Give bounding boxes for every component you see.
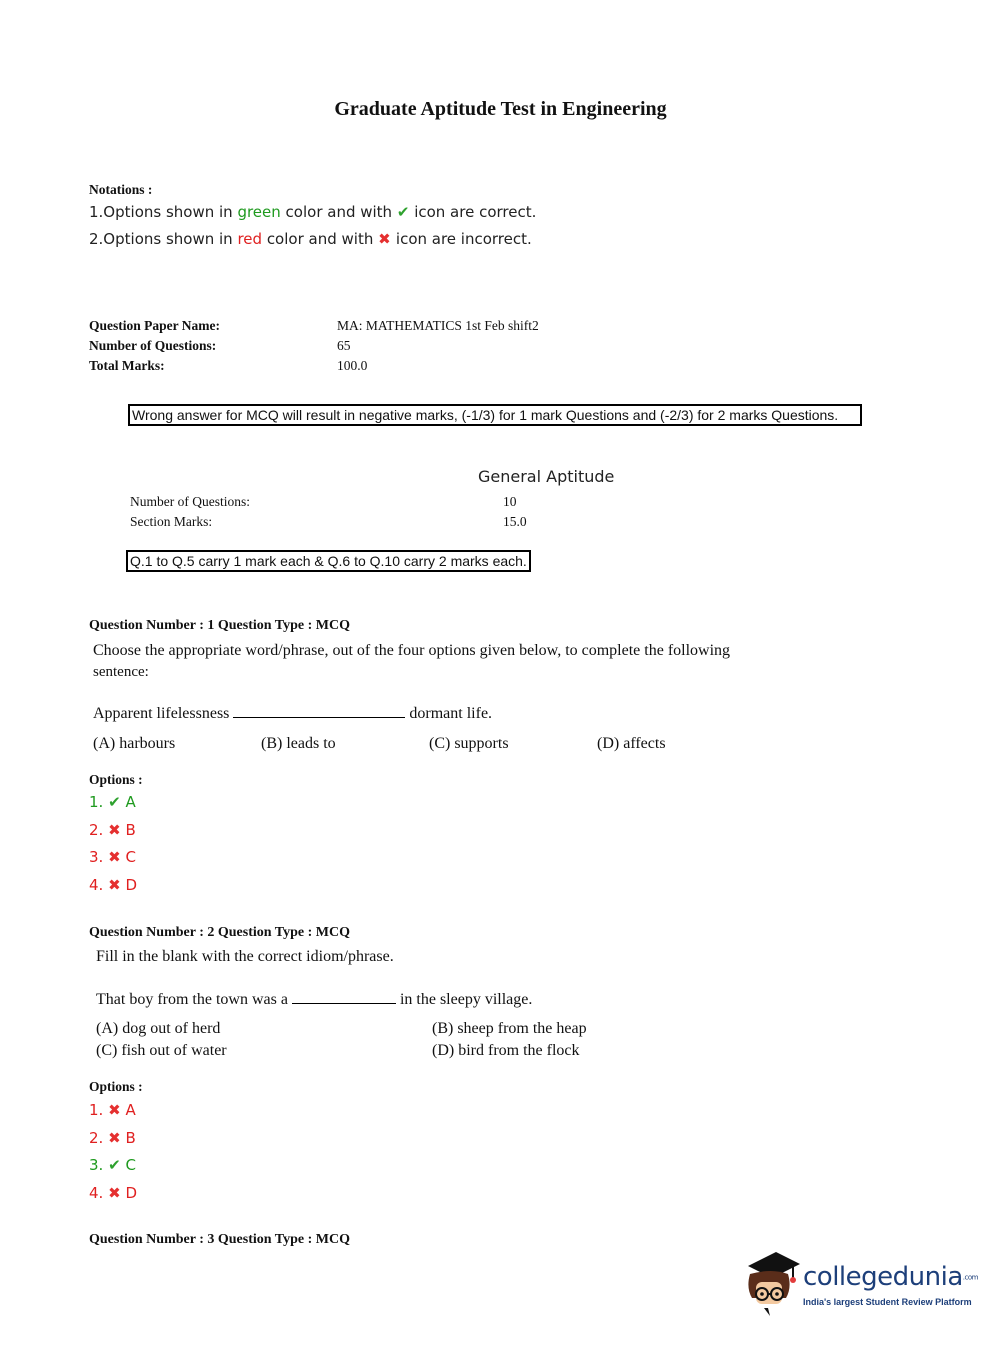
section-question-count-value: 10 — [503, 494, 517, 509]
question-stem: Fill in the blank with the correct idiom/phrase. — [96, 948, 394, 965]
question-sentence: Apparent lifelessness dormant life. — [93, 705, 493, 722]
option-row: 1. ✔ A — [89, 793, 136, 811]
cross-icon: ✖ — [108, 848, 121, 866]
section-marks-value: 15.0 — [503, 514, 527, 529]
choice-d: (D) affects — [597, 735, 666, 752]
sentence-blank — [292, 989, 396, 1004]
choice-a: (A) harbours — [93, 735, 176, 752]
section-name: General Aptitude — [478, 467, 615, 486]
options-label: Options : — [89, 772, 143, 787]
option-row: 1. ✖ A — [89, 1101, 136, 1119]
cross-icon: ✖ — [378, 230, 396, 248]
option-row: 2. ✖ B — [89, 820, 136, 839]
choice-b: (B) leads to — [261, 735, 336, 752]
option-row: 4. ✖ D — [89, 1183, 138, 1202]
paper-name-value: MA: MATHEMATICS 1st Feb shift2 — [337, 318, 539, 333]
question-stem-continued: sentence: — [93, 664, 149, 680]
option-row: 3. ✔ C — [89, 1156, 136, 1174]
option-row: 2. ✖ B — [89, 1128, 136, 1147]
section-question-count-label: Number of Questions: — [130, 494, 250, 509]
notation-line-incorrect: 2.Options shown in red color and with ✖ icon are incorrect. — [89, 230, 532, 248]
brand-tagline: India's largest Student Review Platform — [803, 1297, 972, 1307]
question-count-label: Number of Questions: — [89, 338, 217, 353]
paper-name-label: Question Paper Name: — [89, 318, 220, 333]
check-icon: ✔ — [108, 1156, 121, 1174]
mascot-logo-icon — [742, 1248, 802, 1320]
choice-c: (C) fish out of water — [96, 1042, 227, 1059]
question-header: Question Number : 3 Question Type : MCQ — [89, 1232, 350, 1247]
section-marking-note: Q.1 to Q.5 carry 1 mark each & Q.6 to Q.10 carry 2 marks each. — [126, 550, 531, 572]
cross-icon: ✖ — [108, 1128, 121, 1147]
options-list — [89, 1100, 137, 1203]
question-header: Question Number : 2 Question Type : MCQ — [89, 925, 350, 940]
question-stem: Choose the appropriate word/phrase, out of the four options given below, to complete the following — [93, 642, 731, 659]
total-marks-value: 100.0 — [337, 358, 368, 373]
sentence-blank — [233, 703, 405, 718]
negative-marking-note: Wrong answer for MCQ will result in negative marks, (-1/3) for 1 mark Questions and (-2/3) for 2 marks Questions. — [128, 404, 862, 426]
cross-icon: ✖ — [108, 875, 121, 894]
choice-d: (D) bird from the flock — [432, 1042, 580, 1059]
question-sentence: That boy from the town was a in the sleepy village. — [96, 991, 533, 1008]
notation-line-correct: 1.Options shown in green color and with ✔ icon are correct. — [89, 203, 537, 221]
check-icon: ✔ — [396, 203, 410, 221]
cross-icon: ✖ — [108, 1183, 121, 1202]
check-icon: ✔ — [108, 793, 121, 811]
section-marks-label: Section Marks: — [130, 514, 213, 529]
options-list — [89, 792, 137, 895]
notations-heading: Notations : — [89, 182, 153, 197]
option-row: 3. ✖ C — [89, 848, 136, 866]
option-row: 4. ✖ D — [89, 875, 138, 894]
total-marks-label: Total Marks: — [89, 358, 165, 373]
question-header: Question Number : 1 Question Type : MCQ — [89, 618, 350, 633]
cross-icon: ✖ — [108, 820, 121, 839]
document-title: Graduate Aptitude Test in Engineering — [334, 98, 667, 120]
choice-b: (B) sheep from the heap — [432, 1020, 587, 1037]
cross-icon: ✖ — [108, 1101, 121, 1119]
choice-c: (C) supports — [429, 735, 509, 752]
brand-name: collegedunia.com — [803, 1262, 978, 1292]
options-label: Options : — [89, 1079, 143, 1094]
choice-a: (A) dog out of herd — [96, 1020, 221, 1037]
question-count-value: 65 — [337, 338, 351, 353]
